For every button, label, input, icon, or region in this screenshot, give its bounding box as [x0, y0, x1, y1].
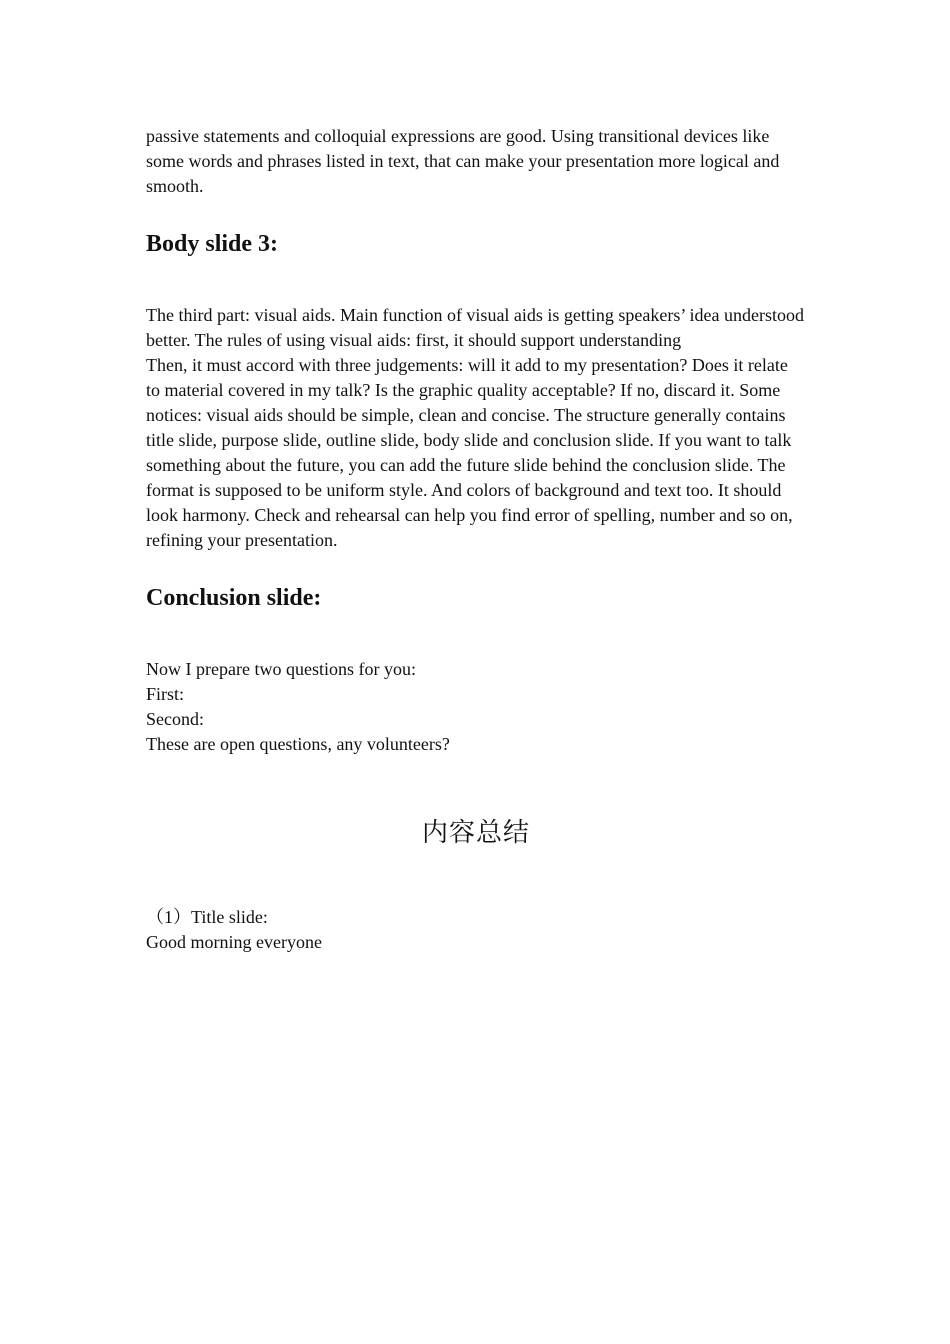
body-slide-3-section — [146, 303, 806, 553]
summary-title: 内容总结 — [421, 818, 530, 848]
conclusion-line: Second: — [146, 709, 204, 729]
conclusion-line: These are open questions, any volunteers? — [146, 734, 450, 754]
conclusion-slide-section — [146, 657, 806, 757]
summary-line: Good morning everyone — [146, 932, 322, 952]
conclusion-slide-heading: Conclusion slide: — [146, 585, 322, 611]
body-slide-3-heading: Body slide 3: — [146, 231, 279, 257]
intro-paragraph: passive statements and colloquial expressions are good. Using transitional devices like some words and phrases listed in text, that can make your presentation more logical and smooth. — [146, 126, 780, 196]
conclusion-line: Now I prepare two questions for you: — [146, 659, 416, 679]
summary-line: （1）Title slide: — [146, 907, 268, 927]
document-page — [146, 124, 806, 955]
body-slide-3-paragraph-2: Then, it must accord with three judgements: will it add to my presentation? Does it relate to material covered in my talk? Is the graphic quality acceptable? If no, discard it. Some notices: visual aids should be simple, clean and concise. The structure generally contains title slide, purpose slide, outline slide, body slide and conclusion slide. If you want to talk something about the future, you can add the future slide behind the conclusion slide. The format is supposed to be uniform style. And colors of background and text too. It should look harmony. Check and rehearsal can help you find error of spelling, number and so on, refining your presentation. — [146, 355, 793, 550]
conclusion-line: First: — [146, 684, 185, 704]
body-slide-3-paragraph-1: The third part: visual aids. Main function of visual aids is getting speakers’ idea understood better. The rules of using visual aids: first, it should support understanding — [146, 305, 805, 350]
summary-section — [146, 905, 806, 955]
